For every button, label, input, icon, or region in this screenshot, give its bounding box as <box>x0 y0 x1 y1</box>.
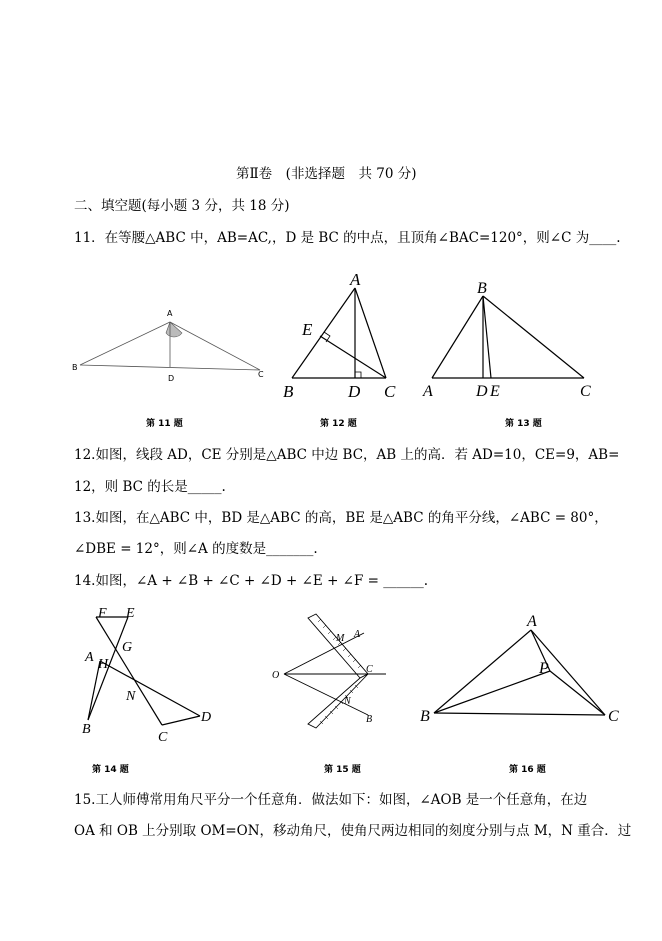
fig15-label-m: M <box>336 633 345 644</box>
figure-13 <box>420 278 600 403</box>
caption-11: 第 11 题 <box>146 419 183 429</box>
question-13-line2: ∠DBE = 12°，则∠A 的度数是_______. <box>74 541 318 557</box>
fig12-label-a: A <box>350 270 361 289</box>
fig14-label-a: A <box>85 650 94 665</box>
fig16-label-b: B <box>420 708 430 725</box>
fig15-label-b: B <box>366 714 373 725</box>
caption-13: 第 13 题 <box>505 419 542 429</box>
fig14-label-h: H <box>98 657 109 672</box>
fig12-label-b: B <box>283 382 294 401</box>
fig12-label-c: C <box>384 382 396 401</box>
fig11-label-a: A <box>167 309 173 318</box>
fig11-label-d: D <box>168 374 175 383</box>
section-title: 第Ⅱ卷 (非选择题 共 70 分) <box>236 166 417 182</box>
fig15-label-n: N <box>344 696 351 707</box>
fig11-label-b: B <box>72 363 78 372</box>
caption-15: 第 15 题 <box>324 765 361 775</box>
figure-11 <box>70 305 270 385</box>
fig15-label-c: C <box>366 664 373 675</box>
fig15-label-a: A <box>354 629 361 640</box>
fig14-label-c: C <box>158 730 168 745</box>
question-13-line1: 13.如图，在△ABC 中，BD 是△ABC 的高，BE 是△ABC 的角平分线，∠ABC = 80°， <box>74 510 608 526</box>
fig16-label-p: P <box>539 660 549 677</box>
fig13-label-c: C <box>580 383 591 400</box>
fig14-label-e: E <box>126 606 135 621</box>
question-15-line2: OA 和 OB 上分别取 OM=ON，移动角尺，使角尺两边相同的刻度分别与点 M，N 重合．过 <box>74 823 632 839</box>
figure-15 <box>268 612 398 732</box>
fig15-label-o: O <box>272 670 280 681</box>
fig12-label-d: D <box>348 382 361 401</box>
figure-14 <box>80 600 230 750</box>
fig14-label-f: F <box>98 606 107 621</box>
question-12-line1: 12.如图，线段 AD，CE 分别是△ABC 中边 BC，AB 上的高．若 AD=10，CE=9，AB= <box>74 447 620 463</box>
question-15-line1: 15.工人师傅常用角尺平分一个任意角．做法如下：如图，∠AOB 是一个任意角，在边 <box>74 792 588 808</box>
fig13-label-b: B <box>477 280 487 297</box>
part-header: 二、填空题(每小题 3 分，共 18 分) <box>74 198 290 214</box>
figure-12 <box>280 272 410 402</box>
fig14-label-n: N <box>126 689 136 704</box>
question-12-line2: 12，则 BC 的长是_____. <box>74 479 226 495</box>
fig13-label-a: A <box>423 383 433 400</box>
question-14: 14.如图，∠A + ∠B + ∠C + ∠D + ∠E + ∠F = ______. <box>74 573 429 589</box>
caption-12: 第 12 题 <box>320 419 357 429</box>
fig11-label-c: C <box>258 370 264 379</box>
fig14-label-g: G <box>122 640 133 655</box>
fig16-label-c: C <box>608 708 619 725</box>
fig14-label-b: B <box>82 722 91 737</box>
fig13-label-d: D <box>476 383 488 400</box>
fig13-label-e: E <box>490 383 500 400</box>
fig16-label-a: A <box>527 613 537 630</box>
fig12-label-e: E <box>302 320 313 339</box>
caption-14: 第 14 题 <box>92 765 129 775</box>
fig14-label-d: D <box>201 710 212 725</box>
caption-16: 第 16 题 <box>509 765 546 775</box>
figure-16 <box>415 605 635 735</box>
question-11: 11．在等腰△ABC 中，AB=AC,，D 是 BC 的中点，且顶角∠BAC=120°，则∠C 为____. <box>74 230 621 246</box>
